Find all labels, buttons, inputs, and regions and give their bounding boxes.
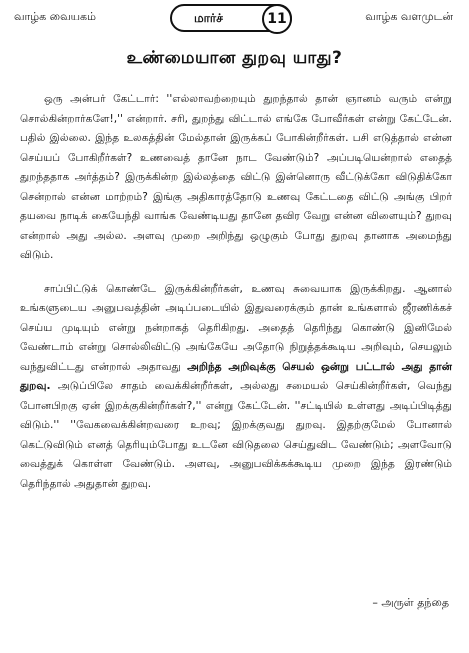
paragraph-2 — [20, 280, 452, 495]
header-left-text: வாழ்க வையகம் — [14, 10, 96, 23]
date-badge — [170, 4, 292, 32]
signature: – அருள் தந்தை — [372, 596, 449, 609]
paragraph-2-text-before: சாப்பிட்டுக் கொண்டே இருக்கின்றீர்கள், உணவு சுவையாக இருக்கிறது. ஆனால் உங்களுடைய அனுபவத்தின் அடிப்படையில் இதுவரைக்கும் தான் உங்களால் ஜீரணிக்கச் செய்ய முடியும் என்று நன்றாகத் தெரிகிறது. அதைத் தெரிந்து கொண்டு இனிமேல் வேண்டாம் என்று சொல்லிவிட்டு அங்கேயே அதோடு நிறுத்தக்கூடிய அறிவும், செயலும் வந்துவிட்டது என்றால் அதாவது — [20, 282, 452, 373]
day-number: 11 — [262, 4, 292, 34]
paragraph-2-emphasis: அறிந்த அறிவுக்கு செயல் ஒன்று பட்டால் அது தான் துறவு. — [20, 360, 452, 392]
page-title: உண்மையான துறவு யாது? — [126, 48, 343, 68]
header-right-text: வாழ்க வளமுடன் — [365, 10, 453, 23]
month-label: மார்ச் — [194, 11, 223, 25]
article-body — [20, 90, 452, 508]
paragraph-1: ஒரு அன்பர் கேட்டார்: ''எல்லாவற்றையும் துறந்தால் தான் ஞானம் வரும் என்று சொல்கின்றார்களே!,'' என்றார். சரி, துறந்து விட்டால் எங்கே போவீர்கள் என்று கேட்டேன். பதில் இல்லை. இந்த உலகத்தின் மேல்தான் இருக்கப் போகின்றீர்கள். பசி எடுத்தால் என்ன செய்யப் போகிறீர்கள்? உணவைத் தானே நாட வேண்டும்? அப்படியென்றால் எதைத் துறந்ததாக அர்த்தம்? இருக்கின்ற இல்லத்தை விட்டு இன்னொரு வீட்டுக்கோ விடுதிக்கோ சென்றால் என்ன மாற்றம்? இங்கு அதிகாரத்தோடு உணவு கேட்டதை விட்டு அங்கு பிறர் தயவை நாடிக் கையேந்தி வாங்க வேண்டியது தானே தவிர வேறு என்ன விளையும்? துறவு என்றால் அது அல்ல. அளவு முறை அறிந்து ஒழுகும் போது துறவு தானாக அமைந்து விடும். — [20, 93, 452, 261]
paragraph-2-text-after: அடுப்பிலே சாதம் வைக்கின்றீர்கள், அல்லது சமையல் செய்கின்றீர்கள், வெந்து போனபிறகு ஏன் இறக்குகின்றீர்கள்?,'' என்று கேட்டேன். ''சட்டியில் உள்ளது அடிப்பிடித்து விடும்.'' ''வேகவைக்கின்றவரை உறவு; இறக்குவது துறவு. இதற்குமேல் போனால் கெட்டுவிடும் எனத் தெரியும்போது உடனே விடுதலை செய்துவிட வேண்டும்; அளவோடு வைத்துக் கொள்ள வேண்டும். அளவு, அனுபவிக்கக்கூடிய முறை இந்த இரண்டும் தெரிந்தால் அதுதான் துறவு. — [20, 380, 453, 490]
